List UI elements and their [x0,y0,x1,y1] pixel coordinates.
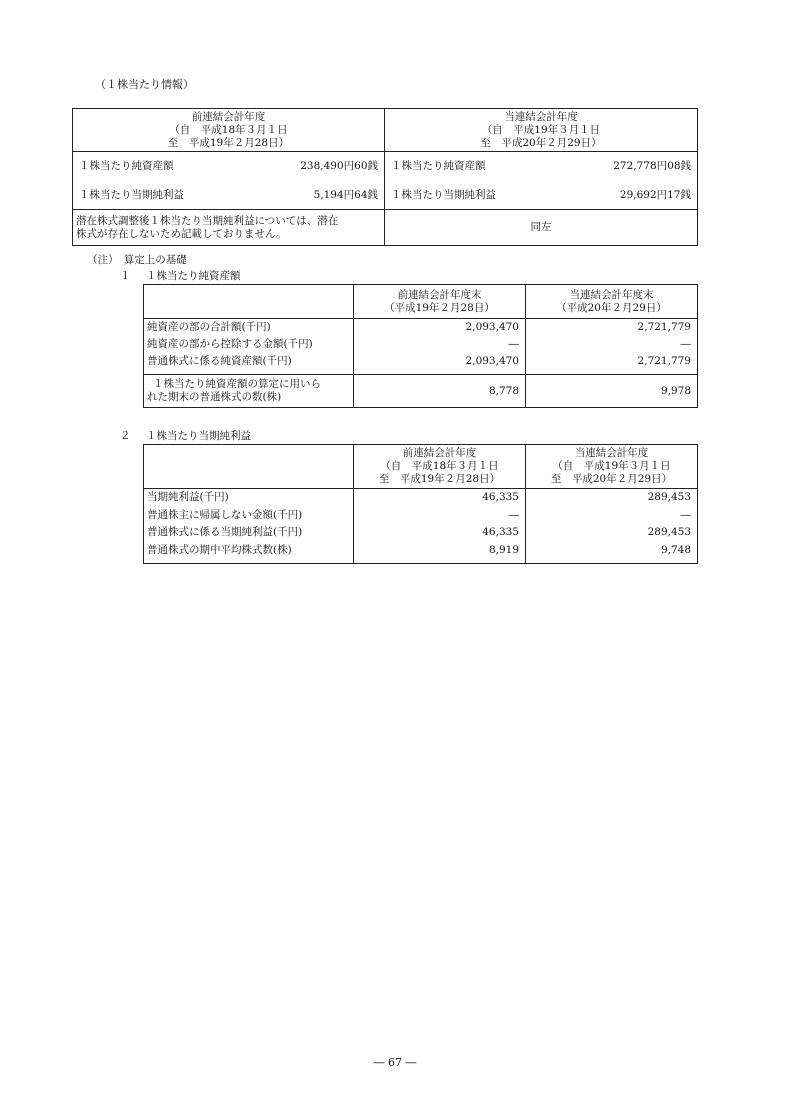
prev-period-title: 前連結会計年度 [402,447,477,459]
curr-value: ― [680,338,691,350]
curr-period-date: （平成20年２月29日） [556,301,667,314]
section1-title: １株当たり純資産額 [146,270,241,282]
prev-value: 46,335 [482,526,519,538]
prev-period-header [73,109,385,152]
section2-title: １株当たり当期純利益 [146,430,251,442]
row-label: 普通株主に帰属しない金額(千円) [147,508,303,521]
values-row [73,152,698,210]
curr-note-cell: 同左 [385,210,698,246]
section1-number: １ [120,270,131,282]
curr-period-from: （自 平成19年３月１日 [552,460,671,472]
table-row [144,375,698,408]
header-blank-cell [144,445,354,489]
prev-note-cell [73,210,385,246]
prev-note-line1: 潜在株式調整後１株当たり当期純利益については、潜在 [76,214,339,227]
curr-net-income-value: 29,692円17銭 [619,188,691,201]
prev-period-header [354,285,526,319]
prev-period-header [354,445,526,489]
prev-value: 8,919 [488,543,519,556]
curr-values-cell [526,489,698,564]
curr-net-assets-value: 272,778円08銭 [613,159,691,172]
header-row [144,445,698,489]
prev-note-line2: 株式が存在しないため記載しておりません。 [76,227,287,240]
note-row [73,210,698,246]
curr-value: 9,978 [526,375,698,408]
row-labels-cell [144,489,354,564]
prev-value: 8,778 [354,375,526,408]
curr-period-header [526,445,698,489]
header-blank-cell [144,285,354,319]
row-label: １株当たり純資産額の算定に用いら [153,378,321,390]
curr-values-cell [385,152,698,210]
curr-value: 289,453 [647,491,691,503]
prev-period-date: （平成19年２月28日） [384,301,495,314]
curr-values-cell [526,319,698,375]
prev-net-income-label: １株当たり当期純利益 [79,188,184,201]
curr-value: 9,748 [660,543,691,556]
prev-period-to: 至 平成19年２月28日） [167,136,290,149]
curr-period-to: 至 平成20年２月29日） [480,136,602,149]
prev-value: ― [508,338,519,350]
header-row [144,285,698,319]
last-row-label-cell [144,375,354,408]
curr-value: ― [680,508,691,521]
row-label: 普通株式に係る当期純利益(千円) [147,526,303,538]
net-income-basis-table [143,444,698,564]
section2-number: ２ [120,430,131,442]
table-row [144,489,698,564]
prev-value: ― [508,508,519,521]
prev-value: 2,093,470 [465,321,519,333]
note-label: （注） 算定上の基礎 [87,254,187,266]
net-assets-basis-table [143,284,698,408]
row-labels-cell [144,319,354,375]
header-row [73,109,698,152]
row-label: れた期末の普通株式の数(株) [147,391,282,403]
prev-values-cell [354,489,526,564]
curr-period-header [526,285,698,319]
per-share-info-table [72,108,698,246]
curr-value: 2,721,779 [637,321,691,333]
section-heading: （１株当たり情報） [95,78,194,91]
prev-values-cell [354,319,526,375]
prev-value: 2,093,470 [465,355,519,367]
curr-period-title: 当連結会計年度末 [569,288,654,301]
curr-net-income-label: １株当たり当期純利益 [391,188,496,201]
curr-period-header [385,109,698,152]
curr-period-title: 当連結会計年度 [574,447,649,459]
curr-period-to: 至 平成20年２月29日） [550,473,673,485]
row-label: 純資産の部から控除する金額(千円) [147,338,313,350]
prev-period-to: 至 平成19年２月28日） [378,473,501,485]
curr-net-assets-label: １株当たり純資産額 [391,159,486,172]
prev-period-title: 前連結会計年度 [191,110,266,123]
curr-period-title: 当連結会計年度 [504,110,578,123]
curr-value: 2,721,779 [637,355,691,367]
curr-period-from: （自 平成19年３月１日 [481,123,601,136]
prev-net-assets-label: １株当たり純資産額 [79,159,174,172]
curr-value: 289,453 [647,526,691,538]
prev-value: 46,335 [482,491,519,503]
row-label: 当期純利益(千円) [147,491,229,503]
prev-net-income-value: 5,194円64銭 [313,188,378,201]
prev-period-from: （自 平成18年３月１日 [169,123,288,136]
row-label: 純資産の部の合計額(千円) [147,321,271,333]
page-number: ― 67 ― [373,1056,417,1069]
row-label: 普通株式の期中平均株式数(株) [147,543,292,556]
row-label: 普通株式に係る純資産額(千円) [147,355,292,367]
prev-period-title: 前連結会計年度末 [397,288,482,301]
prev-net-assets-value: 238,490円60銭 [300,159,378,172]
prev-values-cell [73,152,385,210]
prev-period-from: （自 平成18年３月１日 [380,460,499,472]
table-row [144,319,698,375]
